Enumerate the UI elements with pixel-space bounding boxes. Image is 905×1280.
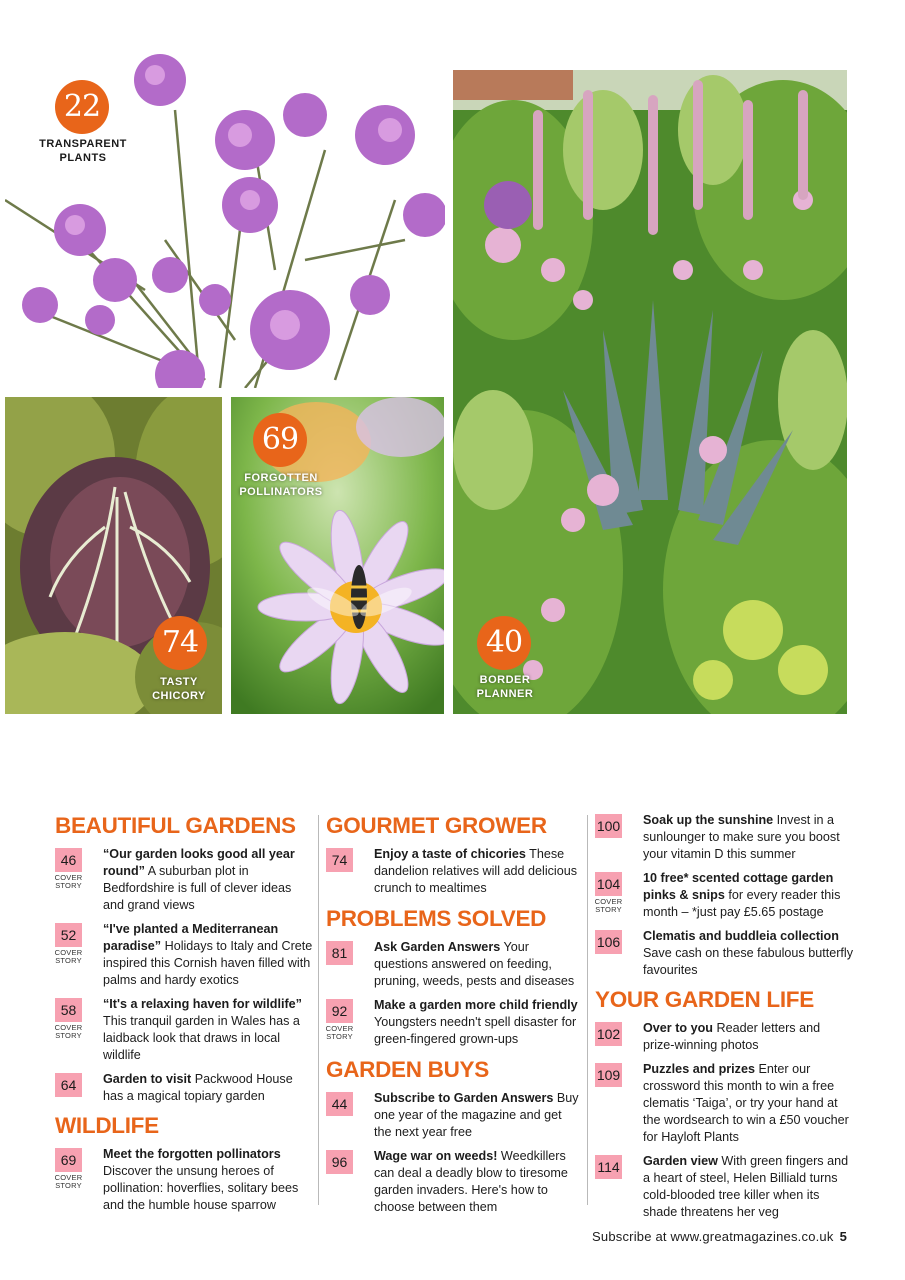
entry-text bbox=[643, 1061, 855, 1146]
contents-section bbox=[326, 812, 581, 897]
teaser-number-badge: 22 bbox=[55, 80, 109, 134]
page-number-box: 44 bbox=[326, 1092, 353, 1116]
cover-story-label: COVER STORY bbox=[54, 1023, 83, 1040]
entry-title: Garden view bbox=[643, 1154, 718, 1168]
entry-text bbox=[103, 996, 313, 1064]
page-number-box: 46 bbox=[55, 848, 82, 872]
section-heading: WILDLIFE bbox=[55, 1113, 159, 1138]
page-number-box: 81 bbox=[326, 941, 353, 965]
contents-section bbox=[55, 1112, 313, 1214]
entry-description: These dandelion relatives will add delicious crunch to mealtimes bbox=[374, 847, 578, 895]
cover-story-label: COVER STORY bbox=[54, 948, 83, 965]
entry-description: Reader letters and prize-winning photos bbox=[643, 1021, 821, 1052]
entry-title: Puzzles and prizes bbox=[643, 1062, 755, 1076]
entry-text bbox=[103, 1146, 313, 1214]
entry-title: Wage war on weeds! bbox=[374, 1149, 498, 1163]
contents-entry[interactable] bbox=[595, 1061, 855, 1146]
page-number-box: 109 bbox=[595, 1063, 622, 1087]
page-number-box: 92 bbox=[326, 999, 353, 1023]
entry-title: 10 free* scented cottage garden pinks & snips bbox=[643, 871, 834, 902]
cover-story-label: COVER STORY bbox=[325, 1024, 354, 1041]
entry-text bbox=[103, 921, 313, 989]
contents-entry[interactable] bbox=[326, 939, 581, 990]
cover-story-label: COVER STORY bbox=[54, 1173, 83, 1190]
cover-story-label: COVER STORY bbox=[594, 897, 623, 914]
page-number-box: 69 bbox=[55, 1148, 82, 1172]
entry-description: for every reader this month – *just pay £5.65 postage bbox=[643, 888, 841, 919]
entry-title: Meet the forgotten pollinators bbox=[103, 1147, 281, 1161]
column-divider bbox=[587, 815, 588, 1205]
contents-section bbox=[55, 812, 313, 1105]
entry-title: Garden to visit bbox=[103, 1072, 192, 1086]
entry-text bbox=[643, 1020, 855, 1054]
entry-text bbox=[103, 1071, 313, 1105]
entry-description: This tranquil garden in Wales has a laidback look that draws in local wildlife bbox=[103, 1014, 300, 1062]
contents-entry[interactable] bbox=[55, 921, 313, 989]
section-heading: GOURMET GROWER bbox=[326, 813, 547, 838]
entry-description: Discover the unsung heroes of pollination: hoverflies, solitary bees and the humble house sparrow bbox=[103, 1164, 299, 1212]
contents-entry[interactable] bbox=[595, 870, 855, 921]
contents-entry[interactable] bbox=[55, 1146, 313, 1214]
page-number-box: 74 bbox=[326, 848, 353, 872]
teaser-caption: TRANSPARENT PLANTS bbox=[39, 138, 127, 164]
entry-text bbox=[374, 846, 581, 897]
entry-text bbox=[643, 870, 855, 921]
entry-title: “I've planted a Mediterranean paradise” bbox=[103, 922, 279, 953]
subscribe-link[interactable]: Subscribe at www.greatmagazines.co.uk bbox=[592, 1229, 834, 1244]
contents-entry[interactable] bbox=[326, 997, 581, 1048]
entry-description: Packwood House has a magical topiary garden bbox=[103, 1072, 293, 1103]
contents-section bbox=[326, 1056, 581, 1216]
chicory-photo bbox=[5, 397, 222, 714]
entry-description: Holidays to Italy and Crete inspired this Cornish haven filled with palms and hardy exotics bbox=[103, 939, 313, 987]
entry-title: Soak up the sunshine bbox=[643, 813, 774, 827]
entry-description: Save cash on these fabulous butterfly favourites bbox=[643, 946, 854, 977]
entry-description: Your questions answered on feeding, pruning, weeds, pests and diseases bbox=[374, 940, 575, 988]
page-footer bbox=[592, 1229, 847, 1244]
entry-title: Ask Garden Answers bbox=[374, 940, 501, 954]
contents-entry[interactable] bbox=[595, 1020, 855, 1054]
page-number: 5 bbox=[839, 1229, 847, 1244]
page-number-box: 104 bbox=[595, 872, 622, 896]
page-number-box: 52 bbox=[55, 923, 82, 947]
entry-description: Youngsters needn't spell disaster for green-fingered grown-ups bbox=[374, 1015, 577, 1046]
entry-text bbox=[374, 939, 581, 990]
entry-text bbox=[103, 846, 313, 914]
entry-title: Enjoy a taste of chicories bbox=[374, 847, 526, 861]
pollinator-photo bbox=[231, 397, 444, 714]
cover-story-label: COVER STORY bbox=[54, 873, 83, 890]
verbena-photo bbox=[5, 40, 445, 388]
entry-text bbox=[374, 997, 581, 1048]
entry-description: Invest in a sunlounger to make sure you boost your vitamin D this summer bbox=[643, 813, 840, 861]
contents-section bbox=[326, 905, 581, 1048]
contents-column-2 bbox=[326, 812, 581, 1223]
entry-text bbox=[643, 928, 855, 979]
page-number-box: 100 bbox=[595, 814, 622, 838]
entry-description: Buy one year of the magazine and get the next year free bbox=[374, 1091, 579, 1139]
teaser-number-badge: 69 bbox=[253, 413, 307, 467]
teaser-caption: TASTY CHICORY bbox=[152, 676, 206, 702]
contents-section bbox=[595, 986, 855, 1221]
entry-description: Enter our crossword this month to win a free clematis ‘Taiga’, or try your hand at the wordsearch to win a £50 voucher for Hayloft Plants bbox=[643, 1062, 849, 1144]
teaser-number-badge: 74 bbox=[153, 616, 207, 670]
entry-title: Over to you bbox=[643, 1021, 713, 1035]
column-divider bbox=[318, 815, 319, 1205]
teaser-caption: FORGOTTEN POLLINATORS bbox=[239, 472, 323, 498]
entry-description: With green fingers and a heart of steel, Helen Billiald turns cold-blooded tree killer when its shade threatens her veg bbox=[643, 1154, 849, 1219]
page-number-box: 106 bbox=[595, 930, 622, 954]
contents-entry[interactable] bbox=[595, 812, 855, 863]
entry-text bbox=[374, 1148, 581, 1216]
section-heading: YOUR GARDEN LIFE bbox=[595, 987, 814, 1012]
page-number-box: 58 bbox=[55, 998, 82, 1022]
page-number-box: 96 bbox=[326, 1150, 353, 1174]
section-heading: BEAUTIFUL GARDENS bbox=[55, 813, 296, 838]
entry-description: A suburban plot in Bedfordshire is full of clever ideas and grand views bbox=[103, 864, 292, 912]
contents-entry[interactable] bbox=[326, 1148, 581, 1216]
contents-entry[interactable] bbox=[55, 996, 313, 1064]
entry-text bbox=[643, 812, 855, 863]
contents-entry[interactable] bbox=[326, 846, 581, 897]
contents-entry[interactable] bbox=[55, 846, 313, 914]
contents-column-1 bbox=[55, 812, 313, 1221]
contents-entry[interactable] bbox=[326, 1090, 581, 1141]
entry-title: Clematis and buddleia collection bbox=[643, 929, 839, 943]
section-heading: GARDEN BUYS bbox=[326, 1057, 489, 1082]
entry-description: Weedkillers can deal a deadly blow to tiresome garden invaders. Here's how to choose between them bbox=[374, 1149, 568, 1214]
section-heading: PROBLEMS SOLVED bbox=[326, 906, 547, 931]
contents-entry[interactable] bbox=[55, 1071, 313, 1105]
teaser-caption: BORDER PLANNER bbox=[476, 674, 534, 700]
entry-title: “It's a relaxing haven for wildlife” bbox=[103, 997, 302, 1011]
contents-section bbox=[595, 812, 855, 979]
contents-entry[interactable] bbox=[595, 928, 855, 979]
entry-title: Subscribe to Garden Answers bbox=[374, 1091, 554, 1105]
contents-column-3 bbox=[595, 812, 855, 1228]
page-number-box: 64 bbox=[55, 1073, 82, 1097]
contents-entry[interactable] bbox=[595, 1153, 855, 1221]
border-planner-photo bbox=[453, 70, 847, 714]
entry-text bbox=[374, 1090, 581, 1141]
page-number-box: 102 bbox=[595, 1022, 622, 1046]
entry-title: “Our garden looks good all year round” bbox=[103, 847, 295, 878]
entry-title: Make a garden more child friendly bbox=[374, 998, 578, 1012]
page-number-box: 114 bbox=[595, 1155, 622, 1179]
teaser-number-badge: 40 bbox=[477, 616, 531, 670]
entry-text bbox=[643, 1153, 855, 1221]
